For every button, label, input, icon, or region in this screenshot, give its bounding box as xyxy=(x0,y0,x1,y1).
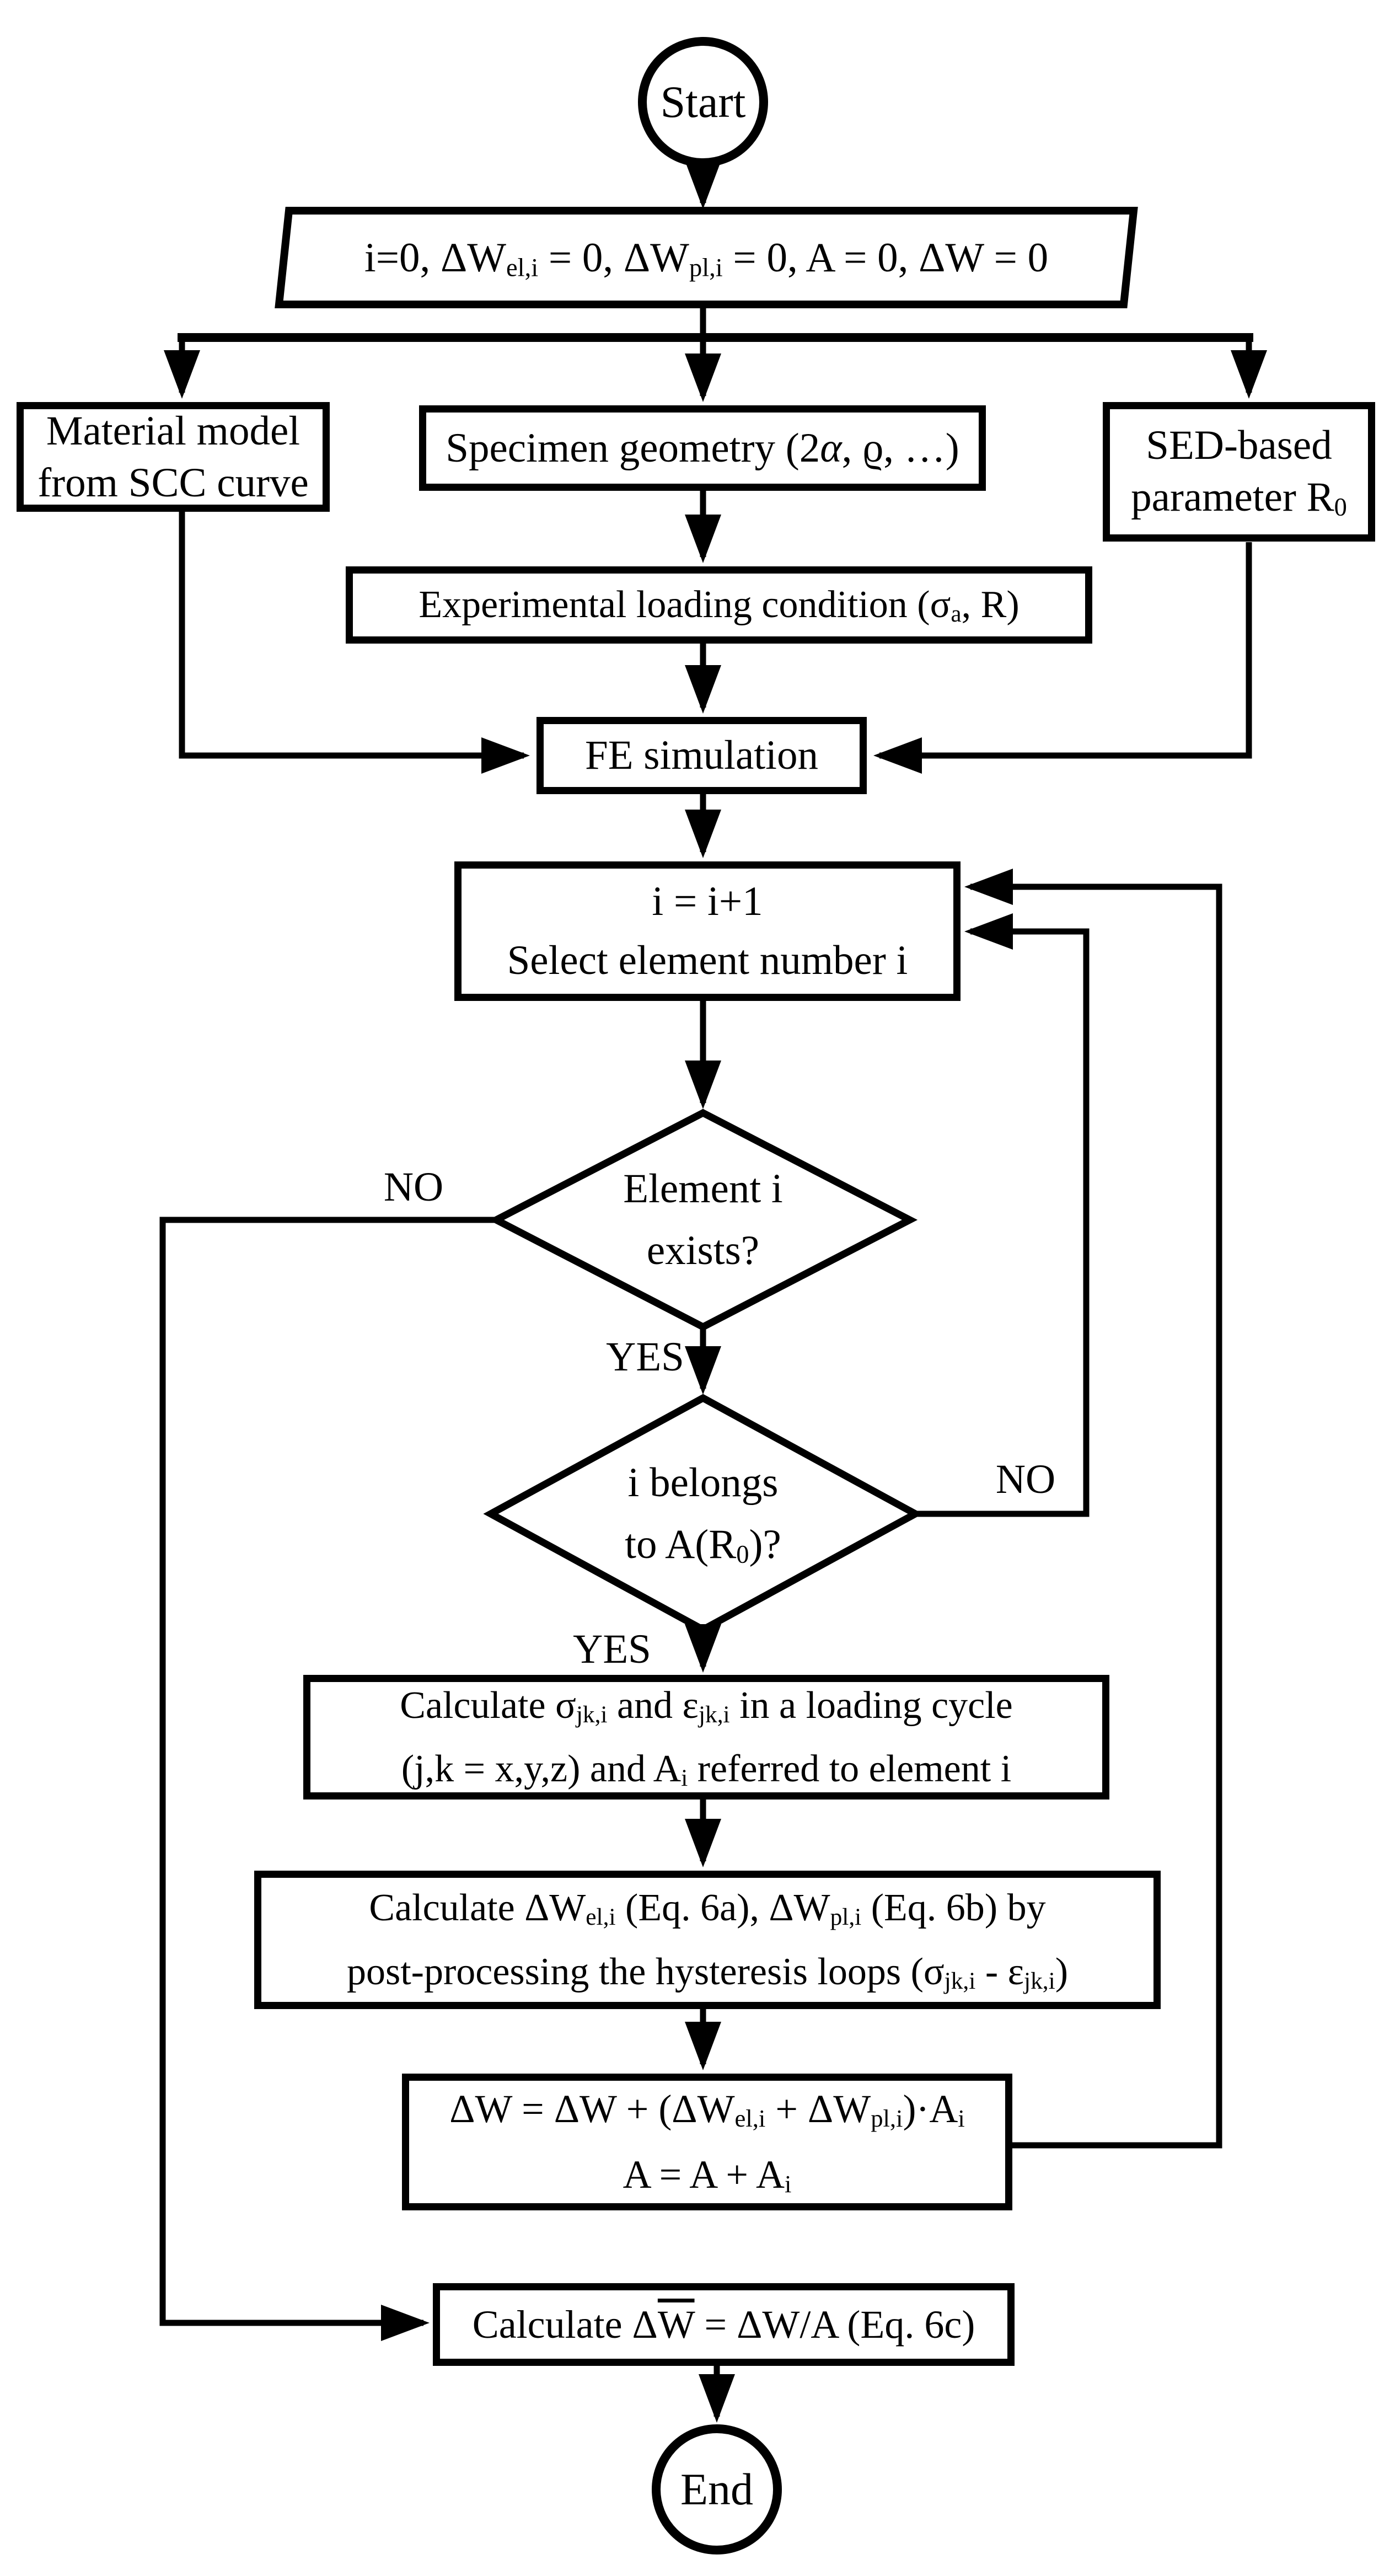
subscript-run: jk,i xyxy=(698,1701,730,1728)
text-run: and ε xyxy=(607,1684,699,1727)
calc-stress-line1 xyxy=(400,1681,1012,1730)
decision2-text xyxy=(491,1423,915,1605)
text-run: Calculate σ xyxy=(400,1684,576,1727)
no-text: NO xyxy=(383,1164,444,1210)
select-line2: Select element number i xyxy=(507,938,908,984)
text-run: , ϱ, …) xyxy=(841,425,959,471)
text-run: , R) xyxy=(961,583,1020,626)
subscript-run: 0 xyxy=(736,1540,749,1569)
calc-stress-line2 xyxy=(401,1745,1011,1793)
subscript-run: el,i xyxy=(586,1903,616,1930)
text-run: - ε xyxy=(975,1950,1024,1993)
text-run: Calculate ΔW xyxy=(369,1887,586,1929)
text-run: ) xyxy=(1055,1950,1069,1993)
subscript-run: pl,i xyxy=(871,2104,903,2133)
alpha-symbol: α xyxy=(820,425,842,471)
material-model-box xyxy=(17,402,330,512)
decision2-no-label xyxy=(954,1456,1097,1503)
text-run: (Eq. 6a), ΔW xyxy=(615,1887,830,1929)
text-run: to A(R xyxy=(625,1522,737,1567)
calc-stress-box xyxy=(303,1675,1109,1800)
text-run: Calculate Δ xyxy=(472,2302,658,2347)
subscript-run: 0 xyxy=(1334,493,1347,522)
sed-line1: SED-based xyxy=(1146,422,1332,469)
start-label xyxy=(642,52,764,152)
text-run: ΔW = ΔW + (ΔW xyxy=(449,2087,735,2132)
text-run: post-processing the hysteresis loops (σ xyxy=(346,1950,945,1993)
decision2-line1: i belongs xyxy=(627,1459,779,1506)
subscript-run: pl,i xyxy=(689,253,723,282)
material-line1: Material model xyxy=(46,408,301,454)
subscript-run: jk,i xyxy=(1024,1967,1055,1994)
text-run: = 0, A = 0, ΔW = 0 xyxy=(722,234,1049,281)
calc-energy-line1 xyxy=(369,1884,1045,1932)
material-line2: from SCC curve xyxy=(37,459,309,506)
subscript-run: i xyxy=(681,1764,688,1791)
fe-simulation-box xyxy=(536,717,867,794)
subscript-run: jk,i xyxy=(944,1967,976,1994)
text-run: (Eq. 6b) by xyxy=(861,1887,1046,1929)
start-text: Start xyxy=(660,76,746,127)
decision2-yes-label xyxy=(540,1626,684,1673)
end-text: End xyxy=(680,2463,754,2514)
yes-text: YES xyxy=(606,1334,684,1380)
subscript-run: pl,i xyxy=(830,1903,862,1930)
init-line xyxy=(364,229,1048,287)
subscript-run: el,i xyxy=(506,253,539,282)
text-run: A = A + A xyxy=(623,2152,785,2197)
text-run: i=0, ΔW xyxy=(364,234,507,281)
decision1-line2: exists? xyxy=(646,1228,760,1273)
text-run: = ΔW/A (Eq. 6c) xyxy=(694,2302,975,2347)
no-text: NO xyxy=(995,1456,1056,1502)
text-run: + ΔW xyxy=(765,2087,871,2132)
subscript-run: i xyxy=(784,2170,792,2198)
text-run: parameter R xyxy=(1131,474,1334,521)
sum-line2 xyxy=(623,2150,792,2200)
fe-label: FE simulation xyxy=(585,732,818,779)
text-run: )? xyxy=(749,1522,781,1567)
calc-energy-line2 xyxy=(347,1948,1068,1996)
select-element-box xyxy=(454,861,961,1001)
loading-line xyxy=(418,581,1019,629)
subscript-run: i xyxy=(958,2104,965,2133)
yes-text: YES xyxy=(573,1626,651,1672)
sed-line2 xyxy=(1131,472,1347,523)
text-run: Specimen geometry (2 xyxy=(446,425,820,471)
calc-energy-box xyxy=(254,1871,1161,2009)
decision1-no-label xyxy=(353,1164,474,1211)
text-run: Experimental loading condition (σ xyxy=(418,583,951,626)
decision2-line2 xyxy=(625,1514,781,1576)
loading-condition-box xyxy=(346,566,1092,644)
specimen-line xyxy=(446,422,959,474)
subscript-run: jk,i xyxy=(576,1701,608,1728)
decision1-line1: Element i xyxy=(623,1165,783,1212)
init-parallelogram-text xyxy=(279,211,1134,304)
select-line1: i = i+1 xyxy=(652,879,763,925)
subscript-run: a xyxy=(951,601,962,628)
final-calc-box xyxy=(433,2283,1015,2366)
arrow-decision2-no-to-select xyxy=(915,931,1086,1514)
sum-line1 xyxy=(449,2084,965,2134)
subscript-run: el,i xyxy=(734,2104,766,2133)
text-run: = 0, ΔW xyxy=(538,234,689,281)
text-run: )·A xyxy=(903,2087,958,2132)
end-label xyxy=(656,2440,777,2539)
final-line xyxy=(473,2300,975,2349)
specimen-geometry-box xyxy=(419,405,986,491)
decision1-yes-label xyxy=(573,1333,717,1381)
w-overbar: $\overline{W}$ xyxy=(657,2302,695,2347)
text-run: in a loading cycle xyxy=(729,1684,1013,1727)
sed-parameter-box xyxy=(1103,402,1375,542)
text-run: (j,k = x,y,z) and A xyxy=(401,1748,682,1790)
sum-box xyxy=(402,2074,1012,2210)
decision1-text xyxy=(496,1137,910,1303)
text-run: referred to element i xyxy=(688,1748,1012,1790)
